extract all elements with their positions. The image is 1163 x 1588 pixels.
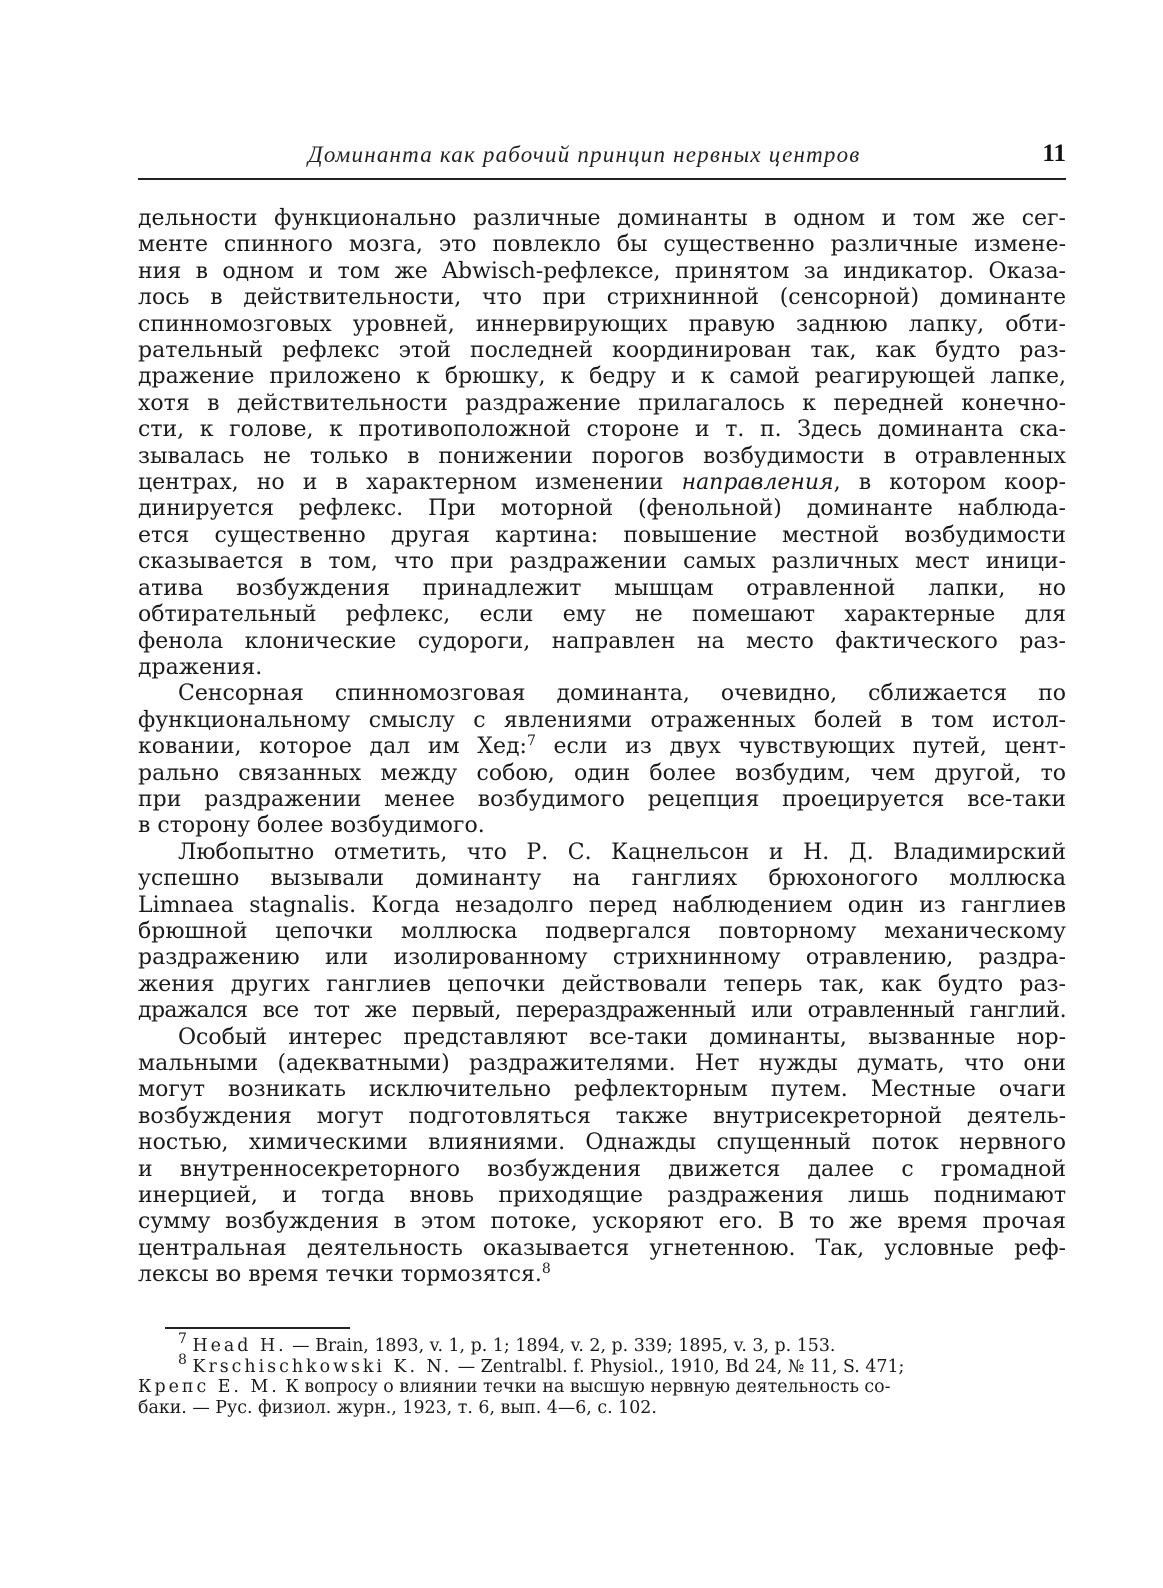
paragraph-line: Limnaea stagnalis. Когда незадолго перед наблюдением один из ганглиев [138,892,1066,918]
paragraph-line: инерцией, и тогда вновь приходящие раздражения лишь поднимают [138,1183,1066,1209]
paragraph-line: раздражению или изолированному стрихнинному отравлению, раздра- [138,945,1066,971]
footnote-author: Head H. [192,1336,287,1356]
paragraph-line: фенола клонические судороги, направлен на место фактического раз- [138,628,1066,654]
paragraph-line: Любопытно отметить, что Р. С. Кацнельсон и Н. Д. Владимирский [178,839,1066,865]
body-text [138,206,1066,1289]
text-run: центрах, но и в характерном изменении [138,470,664,496]
page-header [138,138,1066,180]
footnote-number: 7 [178,1331,187,1347]
paragraph-line: и внутренносекреторного возбуждения движется далее с громадной [138,1156,1066,1182]
footnote-text: К вопросу о влиянии течки на высшую нервную деятельность со- [279,1377,891,1398]
paragraph-line: рально связанных между собою, один более возбудим, чем другой, то [138,760,1066,786]
footnote-author: Крепс Е. М. [138,1377,280,1398]
paragraph-line: ния в одном и том же Abwisch-рефлексе, принятом за индикатор. Оказа- [138,258,1066,284]
footnote-divider [165,1327,350,1329]
footnotes [138,1331,1066,1418]
paragraph-line: при раздражении менее возбудимого рецепция проецируется все-таки [138,786,1066,812]
paragraph-line: Особый интерес представляют все-таки доминанты, вызванные нор- [178,1024,1066,1050]
paragraph-line: дражался все тот же первый, перераздраженный или отравленный ганглий. [138,998,1066,1024]
text-run: лексы во время течки тормозятся. [138,1262,542,1288]
paragraph-line: обтирательный рефлекс, если ему не помешают характерные для [138,602,1066,628]
paragraph-line: сумму возбуждения в этом потоке, ускоряют его. В то же время прочая [138,1209,1066,1235]
paragraph-line: могут возникать исключительно рефлекторным путем. Местные очаги [138,1077,1066,1103]
paragraph-line: брюшной цепочки моллюска подвергался повторному механическому [138,918,1066,944]
paragraph-line [138,470,1066,496]
text-run: ковании, которое дал им Хед: [138,734,527,760]
paragraph-line: дражение приложено к брюшку, к бедру и к самой реагирующей лапке, [138,364,1066,390]
paragraph-line: динируется рефлекс. При моторной (фенольной) доминанте наблюда- [138,496,1066,522]
footnote-number: 8 [178,1351,187,1368]
paragraph-line: атива возбуждения принадлежит мышцам отравленной лапки, но [138,575,1066,601]
paragraph-line: зывалась не только в понижении порогов возбудимости в отравленных [138,443,1066,469]
italic-emphasis: направления [681,470,834,496]
footnote-8-continuation: баки. — Рус. физиол. журн., 1923, т. 6, вып. 4—6, с. 102. [138,1397,657,1418]
paragraph-line: ется существенно другая картина: повышение местной возбудимости [138,522,1066,548]
paragraph-line: жения других ганглиев цепочки действовали теперь так, как будто раз- [138,971,1066,997]
paragraph-line: сти, к голове, к противоположной стороне и т. п. Здесь доминанта ска- [138,417,1066,443]
paragraph-line: сказывается в том, что при раздражении самых различных мест иници- [138,549,1066,575]
footnote-text: — Brain, 1893, v. 1, p. 1; 1894, v. 2, p. 339; 1895, v. 3, p. 153. [286,1336,836,1356]
footnote-reference[interactable]: 8 [541,1261,551,1278]
paragraph-line: спинномозговых уровней, иннервирующих правую заднюю лапку, обти- [138,311,1066,337]
paragraph-line: менте спинного мозга, это повлекло бы существенно различные измене- [138,232,1066,258]
text-run: если из двух чувствующих путей, цент- [535,734,1066,760]
paragraph-line: ностью, химическими влияниями. Однажды спущенный поток нервного [138,1130,1066,1156]
paragraph-line: функциональному смыслу с явлениями отраженных болей в том истол- [138,707,1066,733]
paragraph-line: мальными (адекватными) раздражителями. Нет нужды думать, что они [138,1051,1066,1076]
paragraph-line: хотя в действительности раздражение прилагалось к передней конечно- [138,390,1066,416]
paragraph-line: дельности функционально различные доминанты в одном и том же сег- [138,206,1066,231]
footnote-author: Krschischkowski K. N. [192,1356,453,1377]
paragraph-line: возбуждения могут подготовляться также внутрисекреторной деятель- [138,1103,1066,1129]
paragraph-line [138,734,1066,760]
paragraph-line: успешно вызывали доминанту на ганглиях брюхоногого моллюска [138,866,1066,892]
footnote-8 [138,1351,1066,1378]
running-title: Доминанта как рабочий принцип нервных центров [308,142,861,167]
footnote-7 [138,1331,1066,1357]
footnote-8-continuation [138,1377,1066,1398]
paragraph-line: центральная деятельность оказывается угнетенною. Так, условные реф- [138,1235,1066,1261]
paragraph-line: лось в действительности, что при стрихнинной (сенсорной) доминанте [138,285,1066,311]
text-run: , в котором коор- [833,470,1066,496]
page-number: 11 [1042,140,1066,167]
footnote-reference[interactable]: 7 [526,733,536,750]
paragraph-line: Сенсорная спинномозговая доминанта, очевидно, сближается по [178,681,1066,707]
paragraph-line: рательный рефлекс этой последней координирован так, как будто раз- [138,338,1066,364]
paragraph-line: в сторону более возбудимого. [138,813,485,839]
footnote-text: — Zentralbl. f. Physiol., 1910, Bd 24, № 11, S. 471; [452,1356,905,1377]
paragraph-line [138,1262,1066,1288]
paragraph-line: дражения. [138,654,263,680]
